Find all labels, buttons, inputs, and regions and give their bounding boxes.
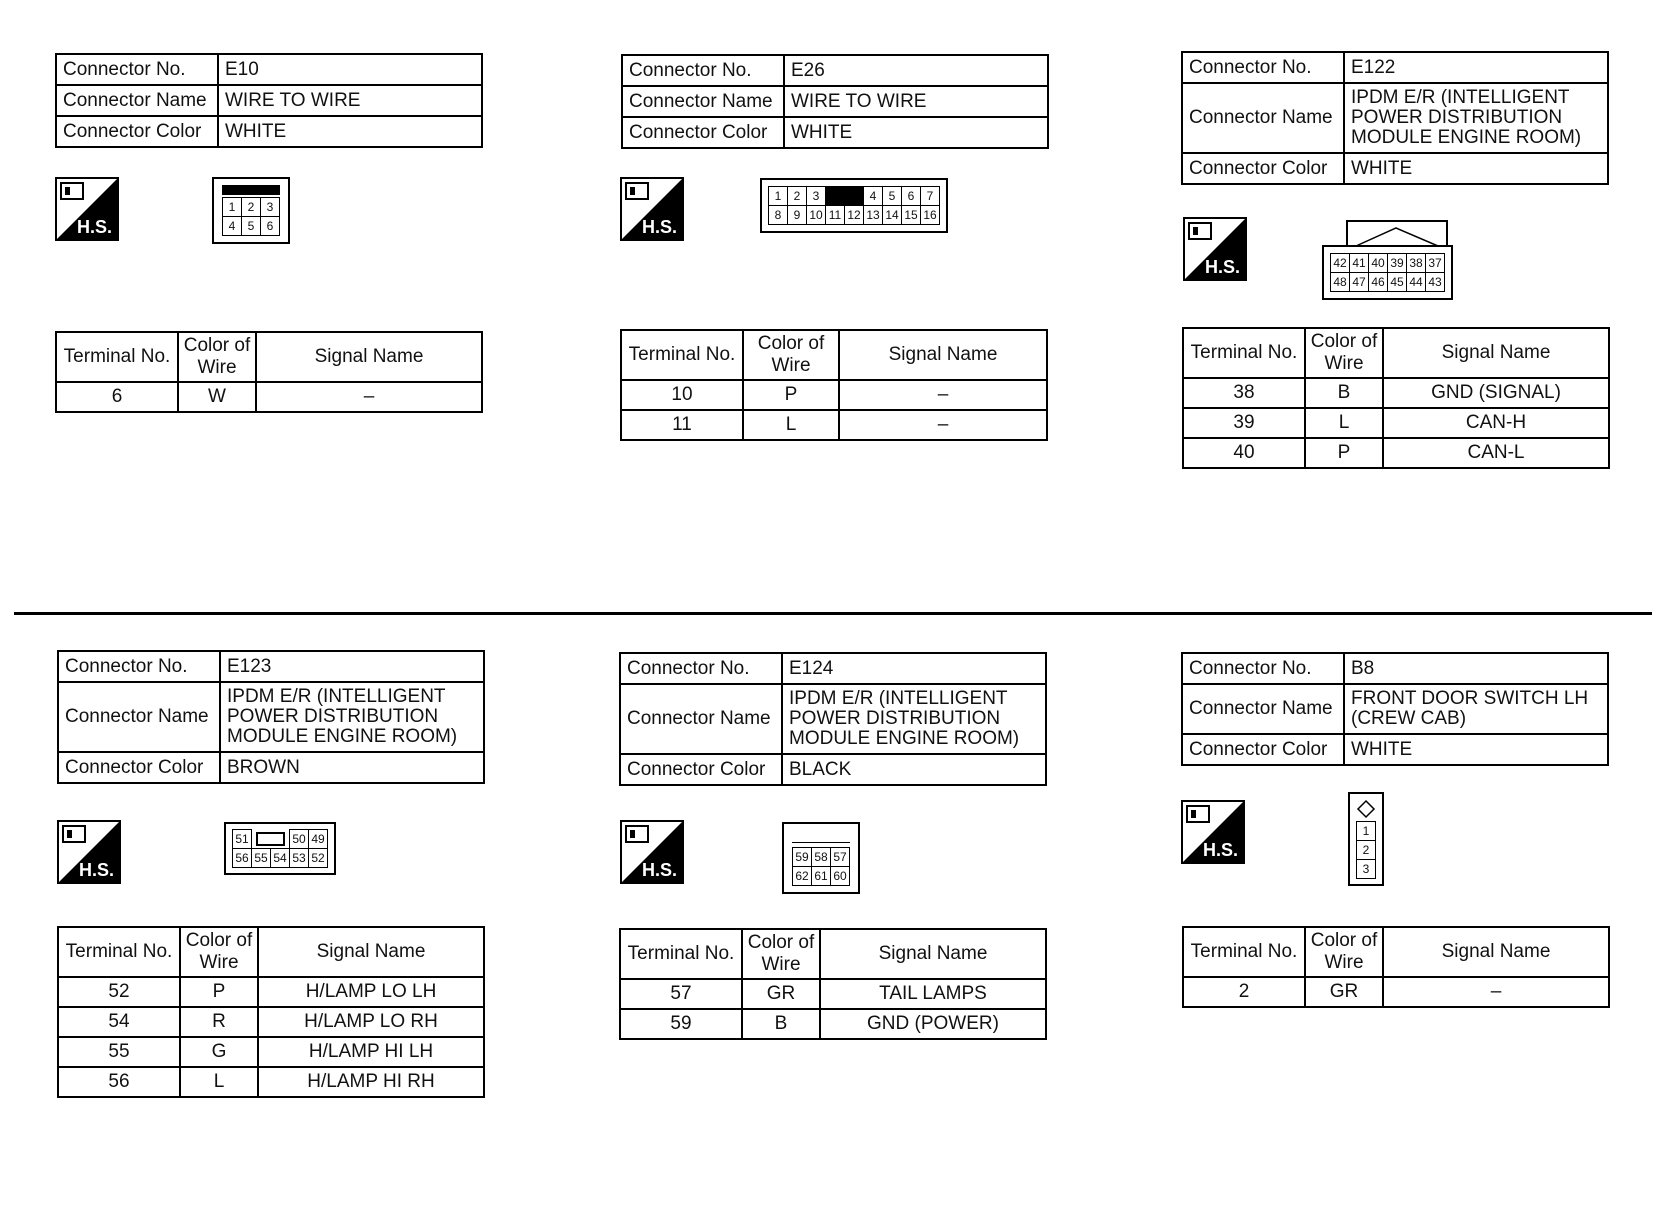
pin-cell: 54: [271, 849, 290, 868]
table-row: [1183, 438, 1609, 468]
pin-cell: 12: [845, 206, 864, 225]
svg-text:H.S.: H.S.: [642, 860, 678, 880]
pin-cell: 5: [242, 217, 261, 236]
column-header: Signal Name: [1383, 328, 1609, 378]
pin-cell: 3: [807, 187, 826, 206]
info-value: WHITE: [784, 117, 1048, 148]
pin-cell: 8: [769, 206, 788, 225]
pin-cell: 3: [1357, 860, 1376, 879]
table-cell: R: [180, 1007, 258, 1037]
pin-cell: 57: [831, 848, 850, 867]
pin-cell: 6: [261, 217, 280, 236]
column-header: Terminal No.: [1183, 328, 1305, 378]
column-header: Signal Name: [256, 332, 482, 382]
connector-pin-diagram: [224, 822, 336, 875]
table-cell: TAIL LAMPS: [820, 979, 1046, 1009]
table-cell: 57: [620, 979, 742, 1009]
column-header: Color of Wire: [1305, 927, 1383, 977]
table-row: [620, 1009, 1046, 1039]
table-row: [1183, 977, 1609, 1007]
info-value: WIRE TO WIRE: [784, 86, 1048, 117]
pin-cell: [252, 830, 290, 849]
column-header: Color of Wire: [742, 929, 820, 979]
table-cell: W: [178, 382, 256, 412]
pin-cell: 2: [242, 198, 261, 217]
info-label: Connector Color: [1182, 153, 1344, 184]
info-label: Connector Name: [620, 684, 782, 754]
connector-info-table: [57, 650, 485, 784]
column-header: Color of Wire: [1305, 328, 1383, 378]
pin-cell: 47: [1350, 273, 1369, 292]
info-value: BLACK: [782, 754, 1046, 785]
column-header: Terminal No.: [621, 330, 743, 380]
table-cell: 40: [1183, 438, 1305, 468]
info-label: Connector Color: [58, 752, 220, 783]
connector-pin-diagram: [212, 177, 290, 244]
info-value: IPDM E/R (INTELLIGENT POWER DISTRIBUTION MODULE ENGINE ROOM): [220, 682, 484, 752]
info-label: Connector Name: [1182, 83, 1344, 153]
harness-side-icon: [57, 820, 121, 884]
table-cell: GR: [742, 979, 820, 1009]
table-cell: H/LAMP HI LH: [258, 1037, 484, 1067]
info-label: Connector Name: [622, 86, 784, 117]
table-cell: 38: [1183, 378, 1305, 408]
pin-cell: 51: [233, 830, 252, 849]
table-row: [58, 1067, 484, 1097]
pin-cell: 1: [223, 198, 242, 217]
table-row: [620, 979, 1046, 1009]
pin-cell: 62: [793, 867, 812, 886]
info-label: Connector No.: [1182, 52, 1344, 83]
table-cell: GND (SIGNAL): [1383, 378, 1609, 408]
column-header: Terminal No.: [56, 332, 178, 382]
connector-panel-e26: [621, 54, 1049, 149]
table-cell: L: [1305, 408, 1383, 438]
connector-info-table: [1181, 652, 1609, 766]
pin-cell: 14: [883, 206, 902, 225]
svg-text:H.S.: H.S.: [642, 217, 678, 237]
section-divider: [14, 612, 1652, 615]
info-label: Connector Color: [622, 117, 784, 148]
table-cell: B: [742, 1009, 820, 1039]
terminal-table-e122: [1182, 327, 1610, 469]
pin-cell: 41: [1350, 254, 1369, 273]
connector-no-label: Connector No.: [56, 54, 218, 85]
pin-cell: 59: [793, 848, 812, 867]
column-header: Color of Wire: [178, 332, 256, 382]
pin-cell: 46: [1369, 273, 1388, 292]
info-label: Connector Color: [620, 754, 782, 785]
pin-cell: 42: [1331, 254, 1350, 273]
pin-cell: 11: [826, 206, 845, 225]
pin-cell: 3: [261, 198, 280, 217]
table-cell: G: [180, 1037, 258, 1067]
table-cell: P: [743, 380, 839, 410]
svg-text:H.S.: H.S.: [1205, 257, 1241, 277]
connector-pin-diagram: [782, 822, 860, 894]
info-label: Connector No.: [620, 653, 782, 684]
pin-cell: 55: [252, 849, 271, 868]
table-cell: H/LAMP HI RH: [258, 1067, 484, 1097]
pin-cell: 13: [864, 206, 883, 225]
connector-pin-diagram: [1348, 792, 1384, 886]
pin-cell: 43: [1426, 273, 1445, 292]
svg-text:H.S.: H.S.: [77, 217, 113, 237]
diamond-icon: [1356, 799, 1376, 819]
terminal-table-b8: [1182, 926, 1610, 1008]
pin-cell: 4: [223, 217, 242, 236]
table-cell: H/LAMP LO LH: [258, 977, 484, 1007]
pin-cell: 52: [309, 849, 328, 868]
harness-side-icon: [1183, 217, 1247, 281]
connector-name-label: Connector Name: [56, 85, 218, 116]
pin-cell: 4: [864, 187, 883, 206]
info-value: B8: [1344, 653, 1608, 684]
table-cell: 11: [621, 410, 743, 440]
info-value: E123: [220, 651, 484, 682]
svg-text:H.S.: H.S.: [1203, 840, 1239, 860]
pin-cell: 49: [309, 830, 328, 849]
table-row: [58, 1037, 484, 1067]
info-label: Connector Name: [1182, 684, 1344, 734]
pin-cell: 2: [788, 187, 807, 206]
connector-name-value: WIRE TO WIRE: [218, 85, 482, 116]
info-label: Connector Name: [58, 682, 220, 752]
column-header: Terminal No.: [1183, 927, 1305, 977]
harness-side-icon: [55, 177, 119, 241]
table-cell: –: [839, 410, 1047, 440]
table-cell: –: [839, 380, 1047, 410]
table-cell: 39: [1183, 408, 1305, 438]
connector-color-value: WHITE: [218, 116, 482, 147]
info-label: Connector No.: [58, 651, 220, 682]
table-cell: 59: [620, 1009, 742, 1039]
table-cell: B: [1305, 378, 1383, 408]
table-row: [621, 380, 1047, 410]
pin-cell: 9: [788, 206, 807, 225]
table-row: [621, 410, 1047, 440]
connector-pin-diagram: [1322, 245, 1453, 300]
connector-pin-diagram: [760, 178, 948, 233]
info-value: FRONT DOOR SWITCH LH (CREW CAB): [1344, 684, 1608, 734]
harness-side-icon: [1181, 800, 1245, 864]
pin-cell: 37: [1426, 254, 1445, 273]
column-header: Signal Name: [258, 927, 484, 977]
pin-cell: 48: [1331, 273, 1350, 292]
harness-side-icon: [620, 820, 684, 884]
connector-color-label: Connector Color: [56, 116, 218, 147]
connector-info-table: [619, 652, 1047, 786]
connector-latch-outline: [1346, 220, 1448, 247]
connector-info-table: [55, 53, 483, 148]
column-header: Signal Name: [1383, 927, 1609, 977]
info-value: BROWN: [220, 752, 484, 783]
table-cell: –: [256, 382, 482, 412]
pin-cell: 16: [921, 206, 940, 225]
pin-cell: 60: [831, 867, 850, 886]
pin-cell: 7: [921, 187, 940, 206]
info-label: Connector No.: [1182, 653, 1344, 684]
table-cell: CAN-H: [1383, 408, 1609, 438]
pin-cell: 10: [807, 206, 826, 225]
pin-cell: 56: [233, 849, 252, 868]
info-value: E122: [1344, 52, 1608, 83]
pin-cell: 38: [1407, 254, 1426, 273]
pin-cell: 15: [902, 206, 921, 225]
table-cell: 6: [56, 382, 178, 412]
pin-cell: 5: [883, 187, 902, 206]
pin-cell: 2: [1357, 841, 1376, 860]
table-cell: –: [1383, 977, 1609, 1007]
pin-cell: 45: [1388, 273, 1407, 292]
pin-cell: 40: [1369, 254, 1388, 273]
table-cell: 10: [621, 380, 743, 410]
table-row: [58, 977, 484, 1007]
pin-cell: 1: [1357, 822, 1376, 841]
table-cell: 54: [58, 1007, 180, 1037]
connector-no-value: E10: [218, 54, 482, 85]
info-label: Connector Color: [1182, 734, 1344, 765]
table-cell: CAN-L: [1383, 438, 1609, 468]
pin-cell: 61: [812, 867, 831, 886]
table-cell: 52: [58, 977, 180, 1007]
harness-side-icon: [620, 177, 684, 241]
connector-panel-e124: [619, 652, 1047, 786]
table-cell: P: [1305, 438, 1383, 468]
terminal-table-e123: [57, 926, 485, 1098]
info-value: IPDM E/R (INTELLIGENT POWER DISTRIBUTION MODULE ENGINE ROOM): [782, 684, 1046, 754]
table-row: [56, 382, 482, 412]
column-header: Color of Wire: [743, 330, 839, 380]
column-header: Terminal No.: [620, 929, 742, 979]
table-cell: GR: [1305, 977, 1383, 1007]
pin-cell: [826, 187, 864, 206]
info-value: E124: [782, 653, 1046, 684]
connector-panel-e10: [55, 53, 483, 148]
column-header: Color of Wire: [180, 927, 258, 977]
svg-text:H.S.: H.S.: [79, 860, 115, 880]
pin-cell: 44: [1407, 273, 1426, 292]
info-value: WHITE: [1344, 734, 1608, 765]
info-value: E26: [784, 55, 1048, 86]
info-label: Connector No.: [622, 55, 784, 86]
table-cell: L: [743, 410, 839, 440]
connector-info-table: [621, 54, 1049, 149]
table-row: [58, 1007, 484, 1037]
table-cell: 2: [1183, 977, 1305, 1007]
table-cell: 55: [58, 1037, 180, 1067]
terminal-table-e26: [620, 329, 1048, 441]
terminal-table-e10: [55, 331, 483, 413]
connector-panel-e122: [1181, 51, 1609, 185]
connector-info-table: [1181, 51, 1609, 185]
connector-panel-b8: [1181, 652, 1609, 766]
pin-cell: 39: [1388, 254, 1407, 273]
pin-cell: 50: [290, 830, 309, 849]
table-row: [1183, 378, 1609, 408]
column-header: Signal Name: [839, 330, 1047, 380]
table-row: [1183, 408, 1609, 438]
connector-panel-e123: [57, 650, 485, 784]
table-cell: H/LAMP LO RH: [258, 1007, 484, 1037]
table-cell: L: [180, 1067, 258, 1097]
pin-cell: 53: [290, 849, 309, 868]
column-header: Signal Name: [820, 929, 1046, 979]
pin-cell: 1: [769, 187, 788, 206]
table-cell: GND (POWER): [820, 1009, 1046, 1039]
info-value: WHITE: [1344, 153, 1608, 184]
pin-cell: 58: [812, 848, 831, 867]
table-cell: 56: [58, 1067, 180, 1097]
column-header: Terminal No.: [58, 927, 180, 977]
pin-cell: 6: [902, 187, 921, 206]
terminal-table-e124: [619, 928, 1047, 1040]
table-cell: P: [180, 977, 258, 1007]
info-value: IPDM E/R (INTELLIGENT POWER DISTRIBUTION MODULE ENGINE ROOM): [1344, 83, 1608, 153]
